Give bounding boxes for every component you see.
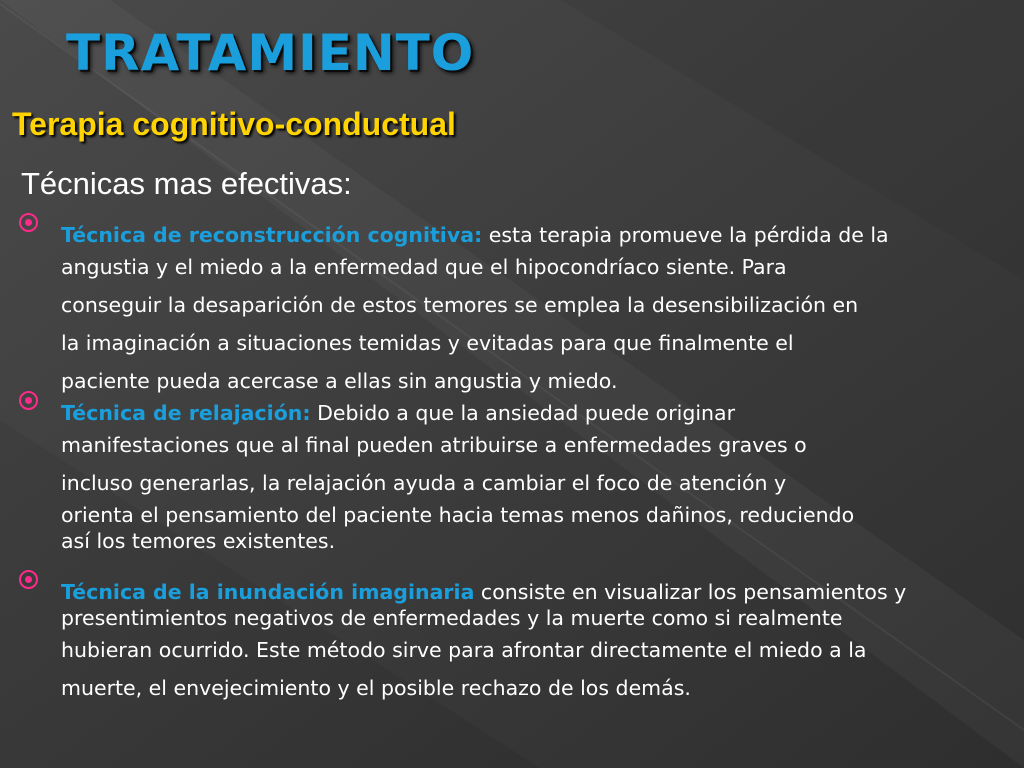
bullet-line: muerte, el envejecimiento y el posible rechazo de los demás. — [61, 676, 691, 700]
bullet-line — [61, 579, 1006, 605]
bullet-line: la imaginación a situaciones temidas y evitadas para que finalmente el — [61, 331, 794, 355]
circle-bullet-icon — [19, 570, 38, 589]
bullet-line: presentimientos negativos de enfermedades y la muerte como si realmente — [61, 606, 843, 630]
bullet-text: consiste en visualizar los pensamientos y — [474, 580, 907, 604]
bullet-item — [61, 579, 1006, 707]
slide-subtitle: Terapia cognitivo-conductual — [12, 106, 456, 142]
bullet-line: hubieran ocurrido. Este método sirve para afrontar directamente el miedo a la — [61, 638, 867, 662]
bullet-line: incluso generarlas, la relajación ayuda a cambiar el foco de atención y — [61, 471, 787, 495]
bullet-term: Técnica de la inundación imaginaria — [61, 580, 475, 604]
bullet-term: Técnica de reconstrucción cognitiva: — [61, 223, 483, 247]
section-heading: Técnicas mas efectivas: — [21, 166, 352, 201]
bullet-line — [61, 222, 1006, 248]
slide-title: TRATAMIENTO — [66, 24, 475, 82]
bullet-line: orienta el pensamiento del paciente hacia temas menos dañinos, reduciendo — [61, 503, 855, 527]
bullet-line: así los temores existentes. — [61, 529, 336, 553]
bullet-term: Técnica de relajación: — [61, 401, 311, 425]
bullet-item — [61, 222, 1006, 400]
circle-bullet-icon — [19, 213, 38, 232]
bullet-item — [61, 400, 1006, 554]
circle-bullet-icon — [19, 391, 38, 410]
bullet-line: paciente pueda acercase a ellas sin angustia y miedo. — [61, 369, 618, 393]
bullet-line: manifestaciones que al final pueden atribuirse a enfermedades graves o — [61, 433, 807, 457]
bullet-line: conseguir la desaparición de estos temores se emplea la desensibilización en — [61, 293, 859, 317]
bullet-line: angustia y el miedo a la enfermedad que el hipocondríaco siente. Para — [61, 255, 787, 279]
bullet-text: esta terapia promueve la pérdida de la — [482, 223, 889, 247]
bullet-text: Debido a que la ansiedad puede originar — [310, 401, 736, 425]
bullet-line — [61, 400, 1006, 426]
